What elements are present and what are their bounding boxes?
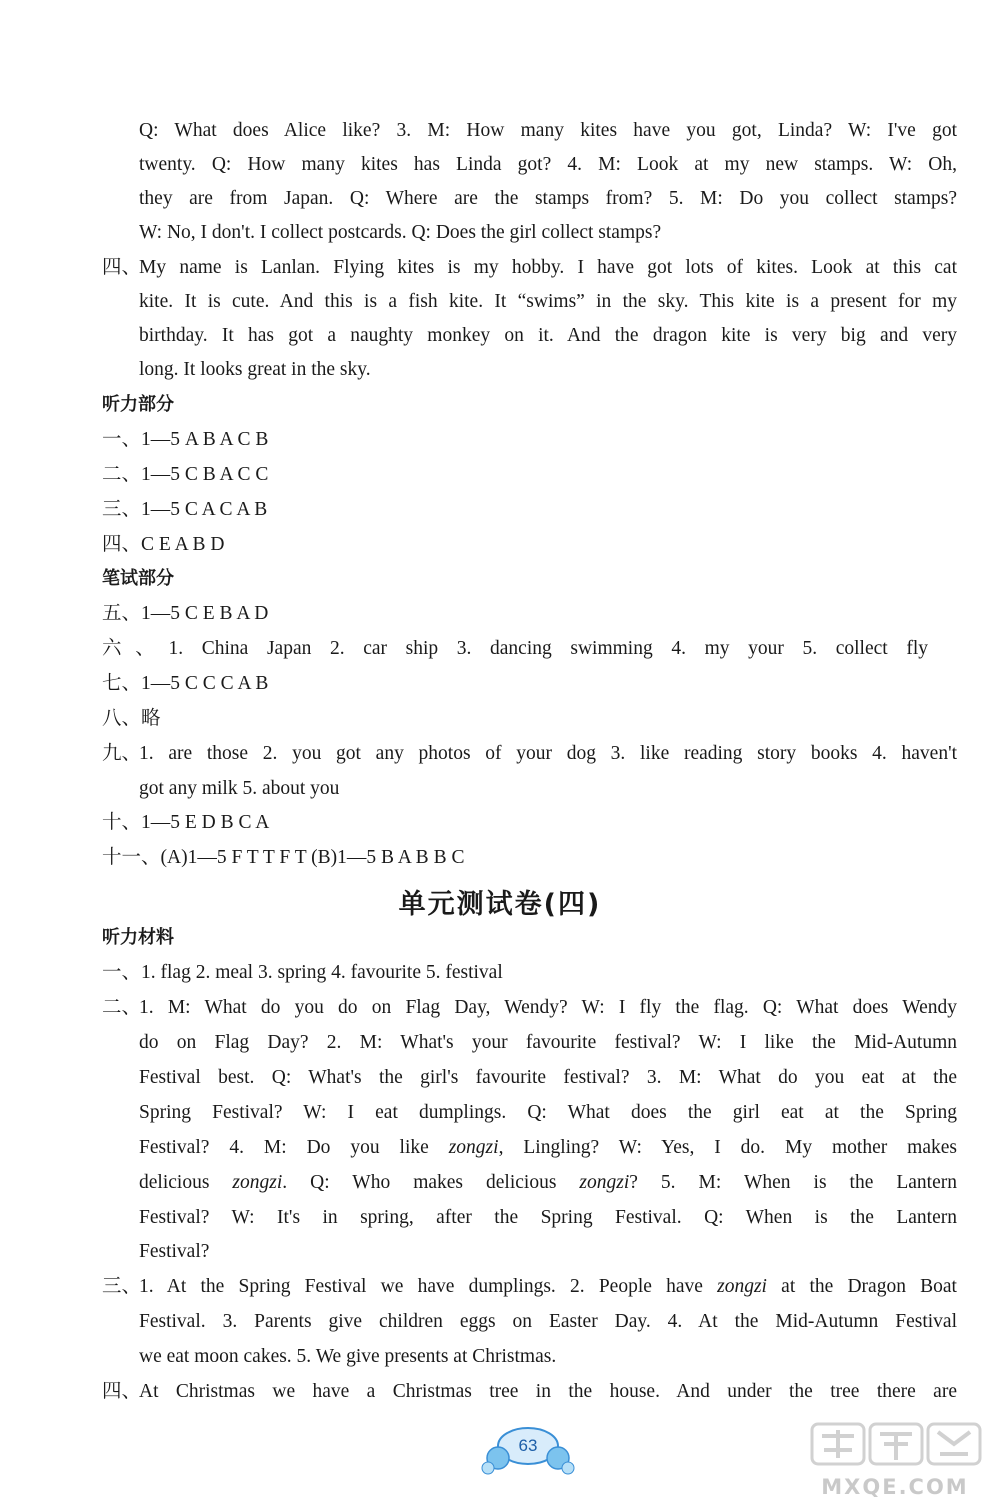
watermark-logo (800, 1420, 990, 1502)
section-heading: 笔试部分 (102, 568, 174, 589)
text-line: do on Flag Day? 2. M: What's your favourite festival? W: I like the Mid-Autumn (139, 1032, 957, 1053)
text-line: we eat moon cakes. 5. We give presents at Christmas. (139, 1346, 557, 1367)
answer-line: 十、1—5 E D B C A (102, 812, 270, 833)
answer-line: 二、1—5 C B A C C (102, 464, 269, 485)
text-line: Festival. 3. Parents give children eggs on Easter Day. 4. At the Mid-Autumn Festival (139, 1311, 957, 1332)
answer-line: 八、略 (102, 708, 161, 729)
answer-line: got any milk 5. about you (139, 778, 340, 799)
text-line: twenty. Q: How many kites has Linda got? 4. M: Look at my new stamps. W: Oh, (139, 154, 957, 175)
answer-line: 十一、(A)1—5 F T T F T (B)1—5 B A B B C (102, 847, 465, 868)
section-heading: 听力材料 (102, 927, 174, 948)
text-line: Spring Festival? W: I eat dumplings. Q: What does the girl eat at the Spring (139, 1102, 957, 1123)
item-number: 二、 (102, 997, 142, 1018)
page-number: 63 (518, 1436, 538, 1455)
answer-line: 1. are those 2. you got any photos of your dog 3. like reading story books 4. haven't (139, 743, 957, 764)
text-line: Festival best. Q: What's the girl's favourite festival? 3. M: What do you eat at the (139, 1067, 957, 1088)
answer-line: 一、1—5 A B A C B (102, 429, 269, 450)
answer-line: 七、1—5 C C C A B (102, 673, 269, 694)
text-line: kite. It is cute. And this is a fish kite. It “swims” in the sky. This kite is a present for my (139, 291, 957, 312)
item-number: 四、 (102, 1381, 142, 1402)
item-number: 三、 (102, 1276, 142, 1297)
item-number: 九、 (102, 743, 142, 764)
text-line: Festival? 4. M: Do you like zongzi, Lingling? W: Yes, I do. My mother makes (139, 1137, 957, 1158)
section-heading: 听力部分 (102, 394, 174, 415)
text-line: My name is Lanlan. Flying kites is my hobby. I have got lots of kites. Look at this cat (139, 257, 957, 278)
text-line: Festival? W: It's in spring, after the Spring Festival. Q: When is the Lantern (139, 1207, 957, 1228)
text-line: Q: What does Alice like? 3. M: How many kites have you got, Linda? W: I've got (139, 120, 957, 141)
text-line: they are from Japan. Q: Where are the stamps from? 5. M: Do you collect stamps? (139, 188, 957, 209)
svg-text:MXQE.COM: MXQE.COM (821, 1475, 969, 1499)
text-line: delicious zongzi. Q: Who makes delicious zongzi? 5. M: When is the Lantern (139, 1172, 957, 1193)
text-line: W: No, I don't. I collect postcards. Q: Does the girl collect stamps? (139, 222, 662, 243)
text-line: 1. At the Spring Festival we have dumplings. 2. People have zongzi at the Dragon Boat (139, 1276, 957, 1297)
text-line: long. It looks great in the sky. (139, 359, 371, 380)
unit-title: 单元测试卷(四) (398, 889, 602, 920)
answer-line: 三、1—5 C A C A B (102, 499, 268, 520)
answer-line: 四、C E A B D (102, 534, 225, 555)
text-line: Festival? (139, 1241, 210, 1262)
text-line: 1. M: What do you do on Flag Day, Wendy? W: I fly the flag. Q: What does Wendy (139, 997, 957, 1018)
page-number-badge (478, 1418, 578, 1480)
text-line: At Christmas we have a Christmas tree in the house. And under the tree there are (139, 1381, 957, 1402)
text-line: birthday. It has got a naughty monkey on it. And the dragon kite is very big and very (139, 325, 957, 346)
answer-line: 五、1—5 C E B A D (102, 603, 269, 624)
answer-line: 六、1. China Japan 2. car ship 3. dancing swimming 4. my your 5. collect fly (102, 638, 928, 659)
text-line: 一、1. flag 2. meal 3. spring 4. favourite 5. festival (102, 962, 503, 983)
item-number: 四、 (102, 257, 142, 278)
